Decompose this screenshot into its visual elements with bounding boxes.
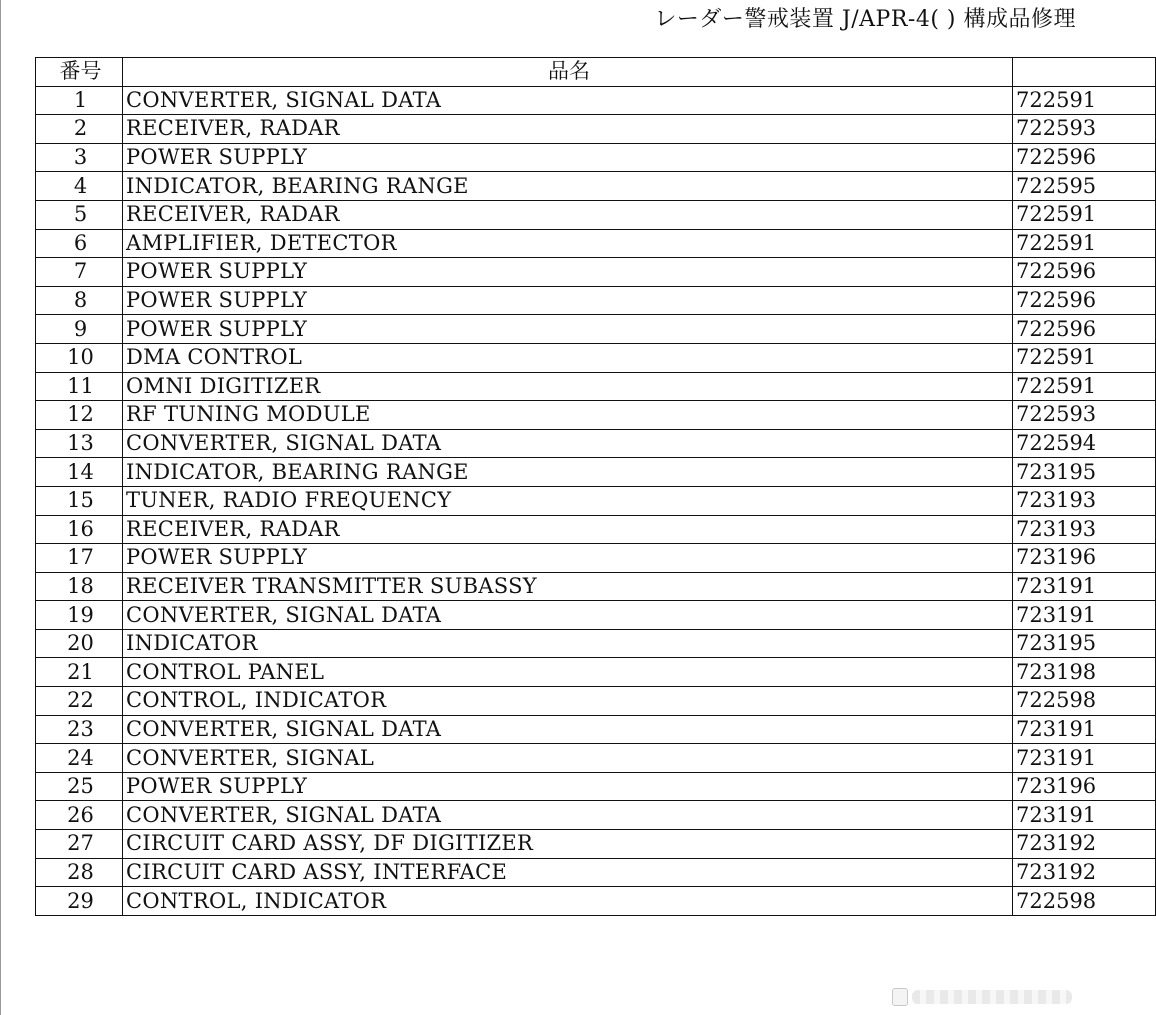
row-number: 6 [36,229,123,258]
row-item-name: POWER SUPPLY [123,772,1013,801]
table-row [36,343,1156,372]
row-part-code: 722591 [1013,200,1156,229]
header-number: 番号 [36,58,123,87]
table-row [36,315,1156,344]
table-row [36,200,1156,229]
row-item-name: CONVERTER, SIGNAL DATA [123,86,1013,115]
row-number: 15 [36,486,123,515]
table-row [36,830,1156,859]
header-item-name: 品名 [123,58,1013,87]
row-number: 25 [36,772,123,801]
row-number: 10 [36,343,123,372]
row-number: 16 [36,515,123,544]
row-part-code: 723191 [1013,601,1156,630]
row-item-name: OMNI DIGITIZER [123,372,1013,401]
row-part-code: 723191 [1013,572,1156,601]
table-row [36,544,1156,573]
row-part-code: 722598 [1013,887,1156,916]
table-row [36,629,1156,658]
table-row [36,658,1156,687]
row-item-name: INDICATOR [123,629,1013,658]
row-number: 29 [36,887,123,916]
row-item-name: POWER SUPPLY [123,544,1013,573]
row-number: 17 [36,544,123,573]
table-row [36,458,1156,487]
row-part-code: 722595 [1013,172,1156,201]
row-item-name: RECEIVER, RADAR [123,115,1013,144]
table-row [36,429,1156,458]
row-part-code: 723191 [1013,715,1156,744]
scroll-track[interactable] [912,990,1072,1004]
row-number: 13 [36,429,123,458]
row-part-code: 722596 [1013,315,1156,344]
viewer-corner-control[interactable] [892,986,1072,1008]
table-row [36,172,1156,201]
row-part-code: 723191 [1013,744,1156,773]
row-part-code: 722596 [1013,286,1156,315]
table-row [36,401,1156,430]
table-row [36,143,1156,172]
row-part-code: 723191 [1013,801,1156,830]
row-number: 11 [36,372,123,401]
row-part-code: 723196 [1013,772,1156,801]
row-number: 27 [36,830,123,859]
row-part-code: 722591 [1013,343,1156,372]
row-item-name: RECEIVER, RADAR [123,200,1013,229]
row-part-code: 723195 [1013,458,1156,487]
table-row [36,372,1156,401]
row-number: 26 [36,801,123,830]
row-part-code: 722591 [1013,372,1156,401]
row-number: 18 [36,572,123,601]
row-part-code: 722591 [1013,229,1156,258]
row-number: 9 [36,315,123,344]
table-row [36,601,1156,630]
row-number: 5 [36,200,123,229]
row-part-code: 723193 [1013,515,1156,544]
row-item-name: CIRCUIT CARD ASSY, DF DIGITIZER [123,830,1013,859]
table-row [36,229,1156,258]
row-item-name: CONVERTER, SIGNAL DATA [123,601,1013,630]
row-item-name: CIRCUIT CARD ASSY, INTERFACE [123,858,1013,887]
table-row [36,744,1156,773]
row-part-code: 722591 [1013,86,1156,115]
row-item-name: POWER SUPPLY [123,315,1013,344]
row-part-code: 723192 [1013,830,1156,859]
row-item-name: CONVERTER, SIGNAL DATA [123,429,1013,458]
row-item-name: CONTROL, INDICATOR [123,687,1013,716]
row-number: 8 [36,286,123,315]
row-number: 22 [36,687,123,716]
row-number: 3 [36,143,123,172]
row-number: 2 [36,115,123,144]
row-item-name: CONVERTER, SIGNAL [123,744,1013,773]
row-item-name: RECEIVER, RADAR [123,515,1013,544]
table-row [36,772,1156,801]
row-part-code: 723198 [1013,658,1156,687]
row-part-code: 722598 [1013,687,1156,716]
row-number: 24 [36,744,123,773]
row-item-name: POWER SUPPLY [123,286,1013,315]
row-part-code: 723192 [1013,858,1156,887]
table-row [36,86,1156,115]
table-row [36,286,1156,315]
table-header-row [36,58,1156,87]
row-part-code: 723193 [1013,486,1156,515]
document-title: レーダー警戒装置 J/APR-4( ) 構成品修理 [654,7,1076,32]
table-row [36,515,1156,544]
parts-table [35,57,1156,916]
row-part-code: 722593 [1013,401,1156,430]
table-row [36,115,1156,144]
page-left-edge [0,0,1,1015]
row-part-code: 723195 [1013,629,1156,658]
row-number: 23 [36,715,123,744]
row-item-name: POWER SUPPLY [123,143,1013,172]
row-number: 14 [36,458,123,487]
row-item-name: INDICATOR, BEARING RANGE [123,172,1013,201]
row-item-name: TUNER, RADIO FREQUENCY [123,486,1013,515]
parts-table-viewport[interactable] [35,57,1097,917]
table-row [36,887,1156,916]
row-item-name: DMA CONTROL [123,343,1013,372]
row-number: 21 [36,658,123,687]
row-item-name: RECEIVER TRANSMITTER SUBASSY [123,572,1013,601]
row-part-code: 722593 [1013,115,1156,144]
table-row [36,258,1156,287]
table-row [36,687,1156,716]
row-number: 19 [36,601,123,630]
row-number: 7 [36,258,123,287]
row-item-name: RF TUNING MODULE [123,401,1013,430]
row-item-name: CONTROL, INDICATOR [123,887,1013,916]
table-row [36,858,1156,887]
table-row [36,486,1156,515]
row-item-name: CONVERTER, SIGNAL DATA [123,715,1013,744]
row-item-name: AMPLIFIER, DETECTOR [123,229,1013,258]
table-row [36,801,1156,830]
row-number: 1 [36,86,123,115]
row-item-name: POWER SUPPLY [123,258,1013,287]
row-part-code: 723196 [1013,544,1156,573]
row-item-name: CONTROL PANEL [123,658,1013,687]
row-number: 4 [36,172,123,201]
row-number: 20 [36,629,123,658]
row-item-name: INDICATOR, BEARING RANGE [123,458,1013,487]
table-row [36,715,1156,744]
row-part-code: 722594 [1013,429,1156,458]
row-part-code: 722596 [1013,258,1156,287]
row-number: 28 [36,858,123,887]
row-item-name: CONVERTER, SIGNAL DATA [123,801,1013,830]
row-number: 12 [36,401,123,430]
table-row [36,572,1156,601]
scroll-handle-icon[interactable] [892,988,908,1006]
row-part-code: 722596 [1013,143,1156,172]
header-part-code [1013,58,1156,87]
